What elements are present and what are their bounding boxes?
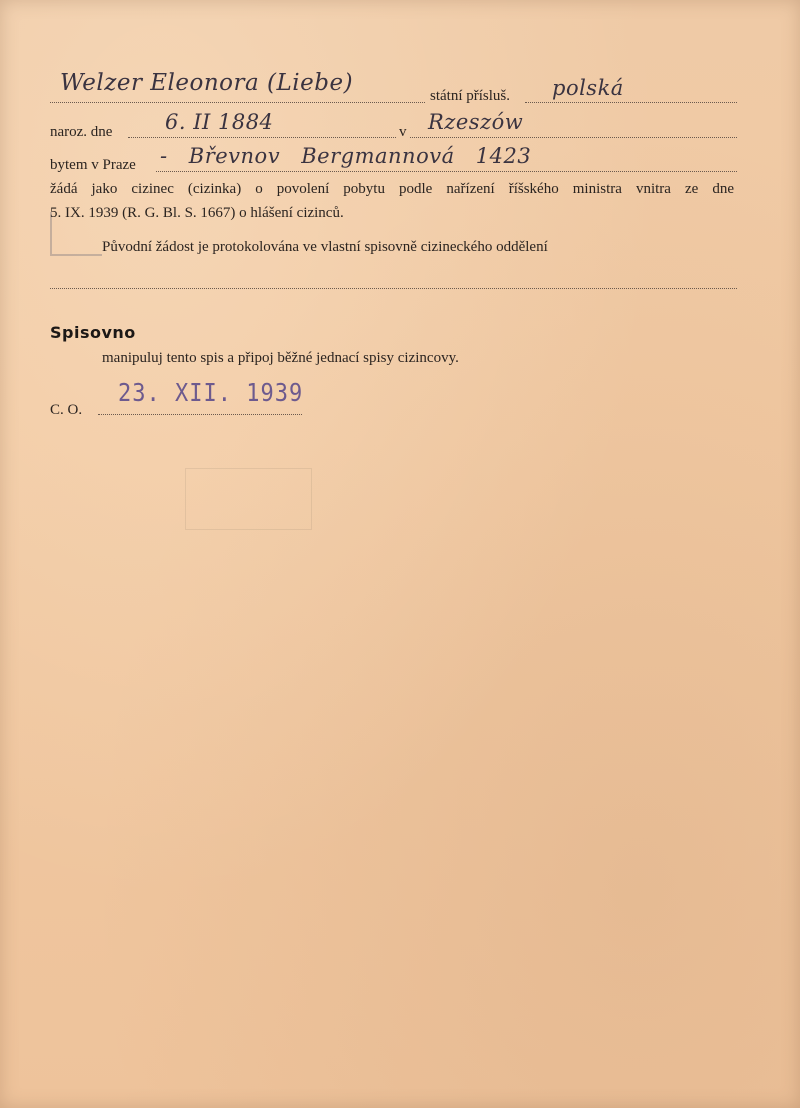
- applicant-name: Welzer Eleonora (Liebe): [60, 70, 354, 96]
- faint-stamp-box: [185, 468, 312, 530]
- born-date-rule: [128, 137, 396, 138]
- residence-value: - Břevnov Bergmannová 1423: [160, 144, 532, 168]
- stamp-date: 23. XII. 1939: [118, 379, 304, 408]
- registry-heading: Spisovno: [50, 323, 136, 342]
- separator-rule: [50, 288, 737, 289]
- citizenship-value: polská: [552, 76, 624, 100]
- citizenship-rule: [525, 102, 737, 103]
- born-date: 6. II 1884: [165, 110, 274, 134]
- body-line-2: 5. IX. 1939 (R. G. Bl. S. 1667) o hlášení cizinců.: [50, 205, 344, 221]
- residence-rule: [156, 171, 737, 172]
- name-rule: [50, 102, 425, 103]
- body-line-3: Původní žádost je protokolována ve vlastní spisovně cizineckého oddělení: [102, 239, 548, 255]
- born-in-label: v: [399, 124, 407, 140]
- residence-label: bytem v Praze: [50, 157, 136, 173]
- born-place-rule: [410, 137, 737, 138]
- registry-instruction: manipuluj tento spis a připoj běžné jednací spisy cizincovy.: [102, 350, 459, 366]
- born-place: Rzeszów: [428, 110, 524, 134]
- citizenship-label: státní přísluš.: [430, 88, 511, 104]
- born-label: naroz. dne: [50, 124, 113, 140]
- body-line-1: žádá jako cizinec (cizinka) o povolení pobytu podle nařízení říšského ministra vnitra ze dne: [50, 181, 734, 197]
- co-rule: [98, 414, 302, 415]
- co-label: C. O.: [50, 402, 83, 418]
